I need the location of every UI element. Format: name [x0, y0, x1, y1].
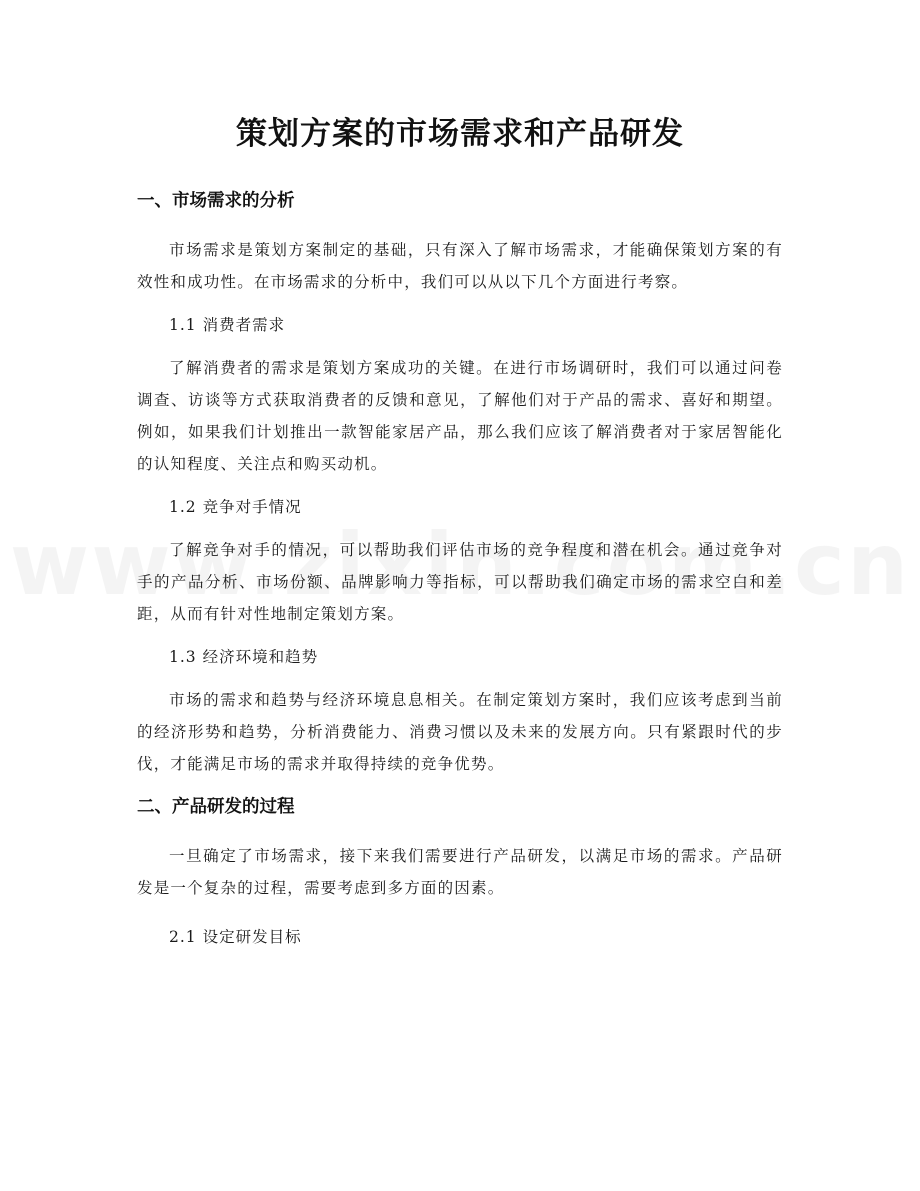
section-heading: 二、产品研发的过程 [137, 797, 295, 817]
section-heading: 一、市场需求的分析 [137, 191, 295, 211]
subsection-body: 市场的需求和趋势与经济环境息息相关。在制定策划方案时，我们应该考虑到当前的经济形势和趋势，分析消费能力、消费习惯以及未来的发展方向。只有紧跟时代的步伐，才能满足市场的需求并取得持续的竞争优势。 [137, 691, 783, 773]
subsection-heading: 1.2 竞争对手情况 [169, 498, 302, 516]
subsection-heading: 2.1 设定研发目标 [169, 928, 302, 946]
subsection-heading: 1.1 消费者需求 [169, 316, 286, 334]
section-intro: 一旦确定了市场需求，接下来我们需要进行产品研发，以满足市场的需求。产品研发是一个复杂的过程，需要考虑到多方面的因素。 [137, 847, 783, 897]
subsection-body: 了解消费者的需求是策划方案成功的关键。在进行市场调研时，我们可以通过问卷调查、访谈等方式获取消费者的反馈和意见，了解他们对于产品的需求、喜好和期望。例如，如果我们计划推出一款智能家居产品，那么我们应该了解消费者对于家居智能化的认知程度、关注点和购买动机。 [137, 359, 783, 473]
section-intro: 市场需求是策划方案制定的基础，只有深入了解市场需求，才能确保策划方案的有效性和成功性。在市场需求的分析中，我们可以从以下几个方面进行考察。 [137, 241, 783, 291]
subsection-heading: 1.3 经济环境和趋势 [169, 648, 319, 666]
document-title: 策划方案的市场需求和产品研发 [236, 116, 684, 152]
document-body [137, 188, 783, 950]
subsection-body: 了解竞争对手的情况，可以帮助我们评估市场的竞争程度和潜在机会。通过竞争对手的产品分析、市场份额、品牌影响力等指标，可以帮助我们确定市场的需求空白和差距，从而有针对性地制定策划方案。 [137, 541, 783, 623]
